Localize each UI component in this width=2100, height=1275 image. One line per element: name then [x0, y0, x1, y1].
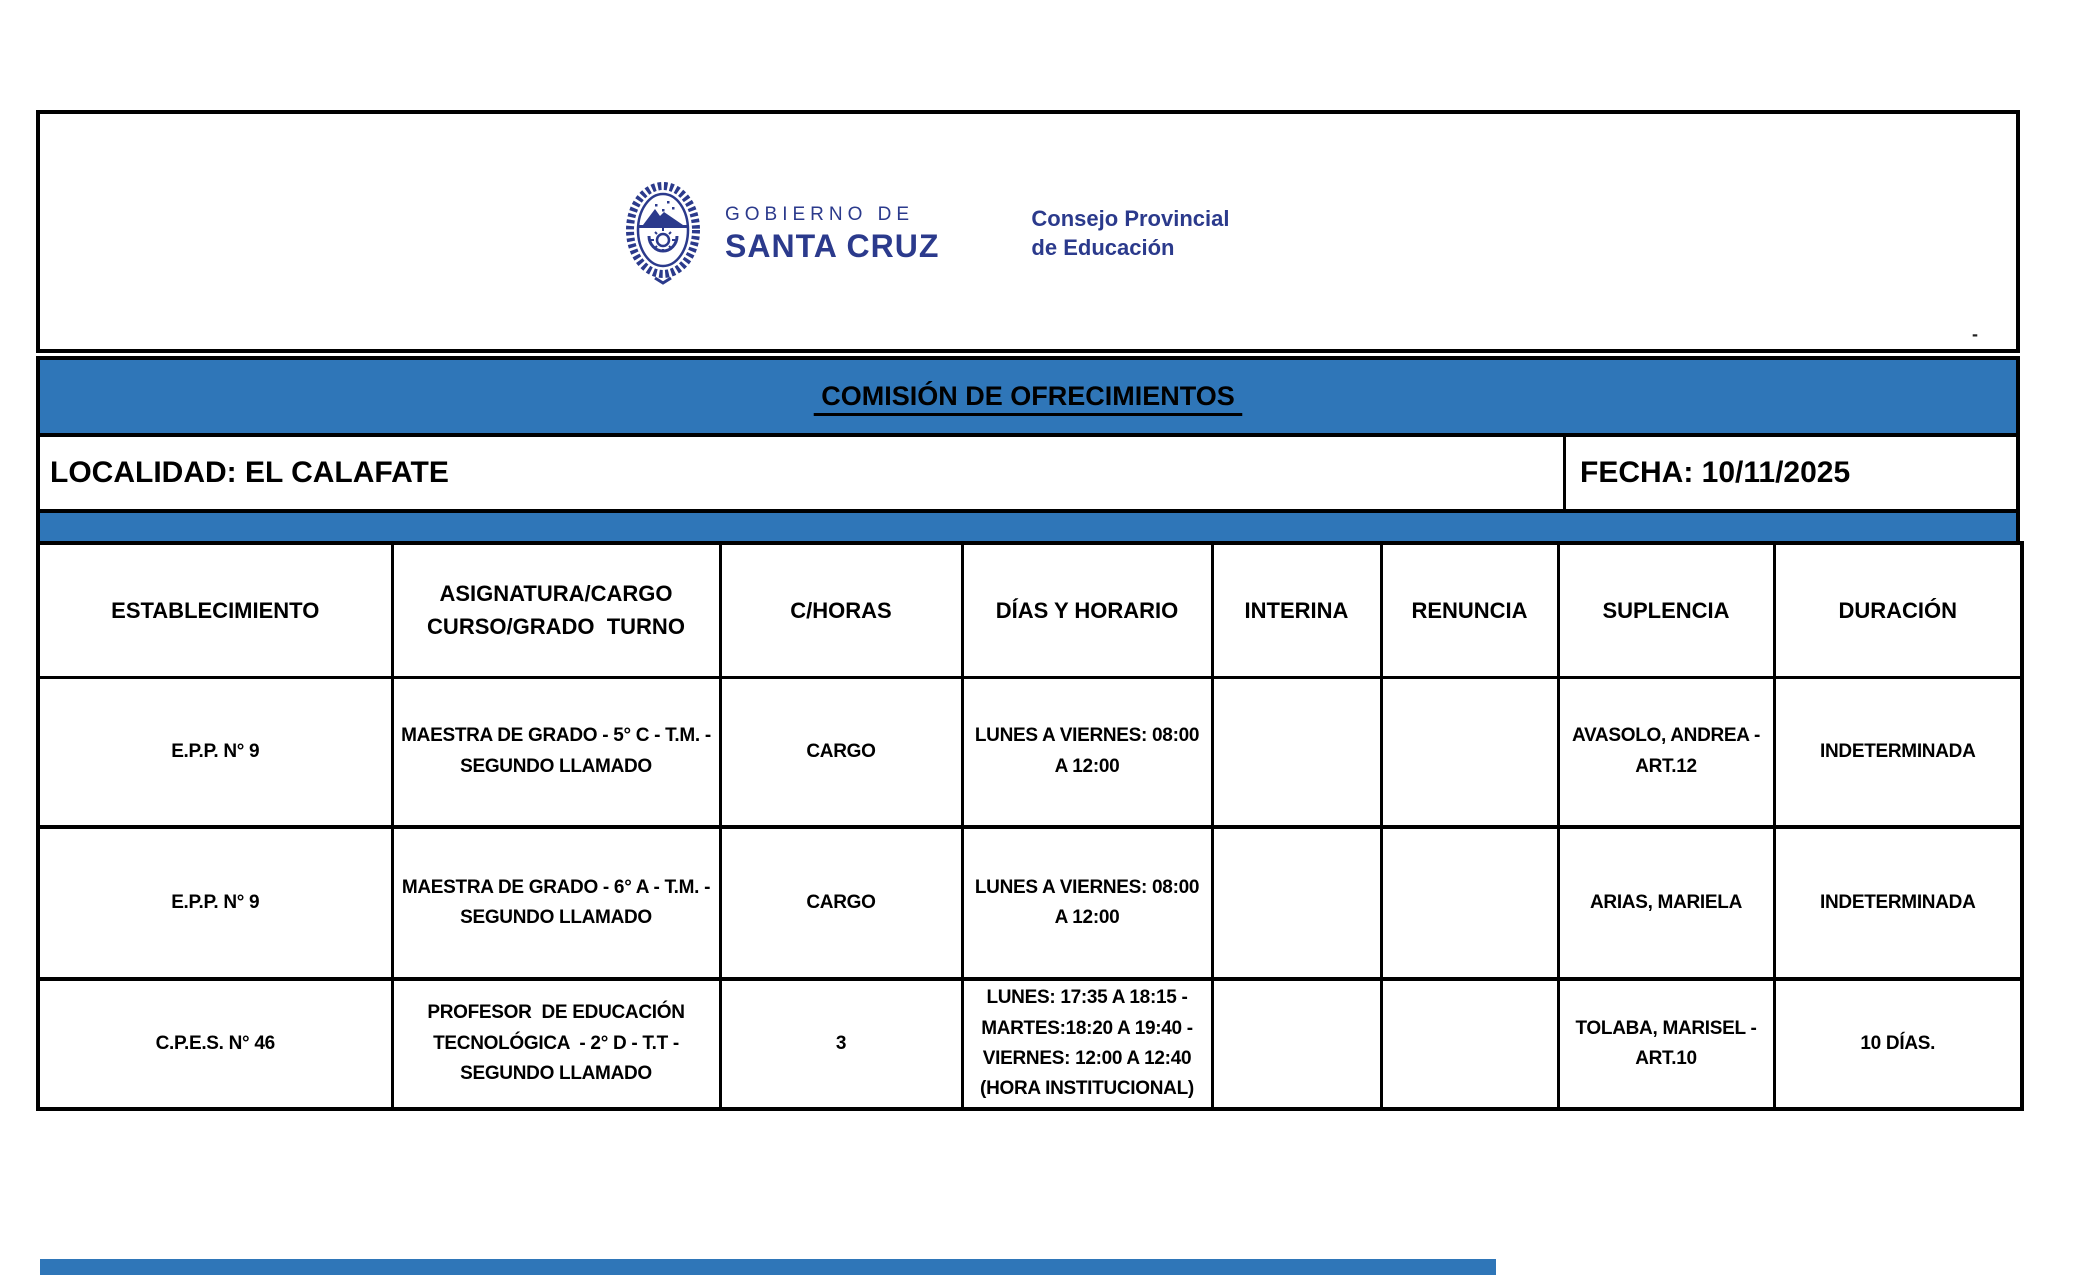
col-header-dias-horario: DÍAS Y HORARIO [962, 543, 1212, 677]
province-name: SANTA CRUZ [725, 227, 940, 264]
cell-suplencia: AVASOLO, ANDREA - ART.12 [1558, 677, 1774, 827]
cell-dias-horario: LUNES A VIERNES: 08:00 A 12:00 [962, 677, 1212, 827]
cell-duracion: 10 DÍAS. [1774, 979, 2022, 1109]
col-header-duracion: DURACIÓN [1774, 543, 2022, 677]
fecha-label: FECHA: 10/11/2025 [1580, 456, 1851, 489]
info-bar [36, 433, 2020, 513]
santa-cruz-crest-icon [625, 182, 701, 286]
section-divider-band [36, 509, 2020, 545]
col-header-asignatura: ASIGNATURA/CARGO CURSO/GRADO TURNO [392, 543, 720, 677]
government-name-block [725, 204, 939, 265]
cell-choras: 3 [720, 979, 962, 1109]
cell-interina [1212, 827, 1381, 979]
cell-asignatura: PROFESOR DE EDUCACIÓN TECNOLÓGICA - 2° D - T.T - SEGUNDO LLAMADO [392, 979, 720, 1109]
cell-dias-horario: LUNES A VIERNES: 08:00 A 12:00 [962, 827, 1212, 979]
col-header-suplencia: SUPLENCIA [1558, 543, 1774, 677]
localidad-label: LOCALIDAD: EL CALAFATE [50, 456, 449, 489]
sheet [36, 110, 2020, 1111]
table-row [38, 827, 2022, 979]
cell-suplencia: ARIAS, MARIELA [1558, 827, 1774, 979]
cell-asignatura: MAESTRA DE GRADO - 6° A - T.M. - SEGUNDO LLAMADO [392, 827, 720, 979]
cell-establecimiento: E.P.P. N° 9 [38, 827, 392, 979]
table-row [38, 677, 2022, 827]
cell-establecimiento: E.P.P. N° 9 [38, 677, 392, 827]
table-header-row [38, 543, 2022, 677]
council-name [1031, 205, 1229, 262]
offers-table [36, 541, 2024, 1111]
council-line-1: Consejo Provincial [1031, 206, 1230, 232]
localidad-cell [40, 437, 1566, 509]
cell-duracion: INDETERMINADA [1774, 677, 2022, 827]
stray-dash: - [1972, 324, 1978, 344]
cell-dias-horario: LUNES: 17:35 A 18:15 - MARTES:18:20 A 19:40 - VIERNES: 12:00 A 12:40 (HORA INSTITUCIONAL) [962, 979, 1212, 1109]
government-name: GOBIERNO DE [725, 203, 915, 225]
cell-renuncia [1381, 677, 1558, 827]
cell-establecimiento: C.P.E.S. N° 46 [38, 979, 392, 1109]
cell-interina [1212, 979, 1381, 1109]
table-row [38, 979, 2022, 1109]
col-header-interina: INTERINA [1212, 543, 1381, 677]
fecha-cell [1566, 437, 2016, 509]
document-title: COMISIÓN DE OFRECIMIENTOS [813, 381, 1243, 411]
cell-duracion: INDETERMINADA [1774, 827, 2022, 979]
cell-choras: CARGO [720, 677, 962, 827]
cell-suplencia: TOLABA, MARISEL - ART.10 [1558, 979, 1774, 1109]
col-header-choras: C/HORAS [720, 543, 962, 677]
cell-renuncia [1381, 979, 1558, 1109]
logo [625, 180, 1229, 288]
cell-renuncia [1381, 827, 1558, 979]
letterhead [36, 110, 2020, 353]
cell-interina [1212, 677, 1381, 827]
title-band [36, 356, 2020, 437]
col-header-renuncia: RENUNCIA [1381, 543, 1558, 677]
council-line-2: de Educación [1031, 235, 1175, 260]
partial-next-band [40, 1259, 1496, 1275]
cell-asignatura: MAESTRA DE GRADO - 5° C - T.M. - SEGUNDO LLAMADO [392, 677, 720, 827]
cell-choras: CARGO [720, 827, 962, 979]
col-header-establecimiento: ESTABLECIMIENTO [38, 543, 392, 677]
